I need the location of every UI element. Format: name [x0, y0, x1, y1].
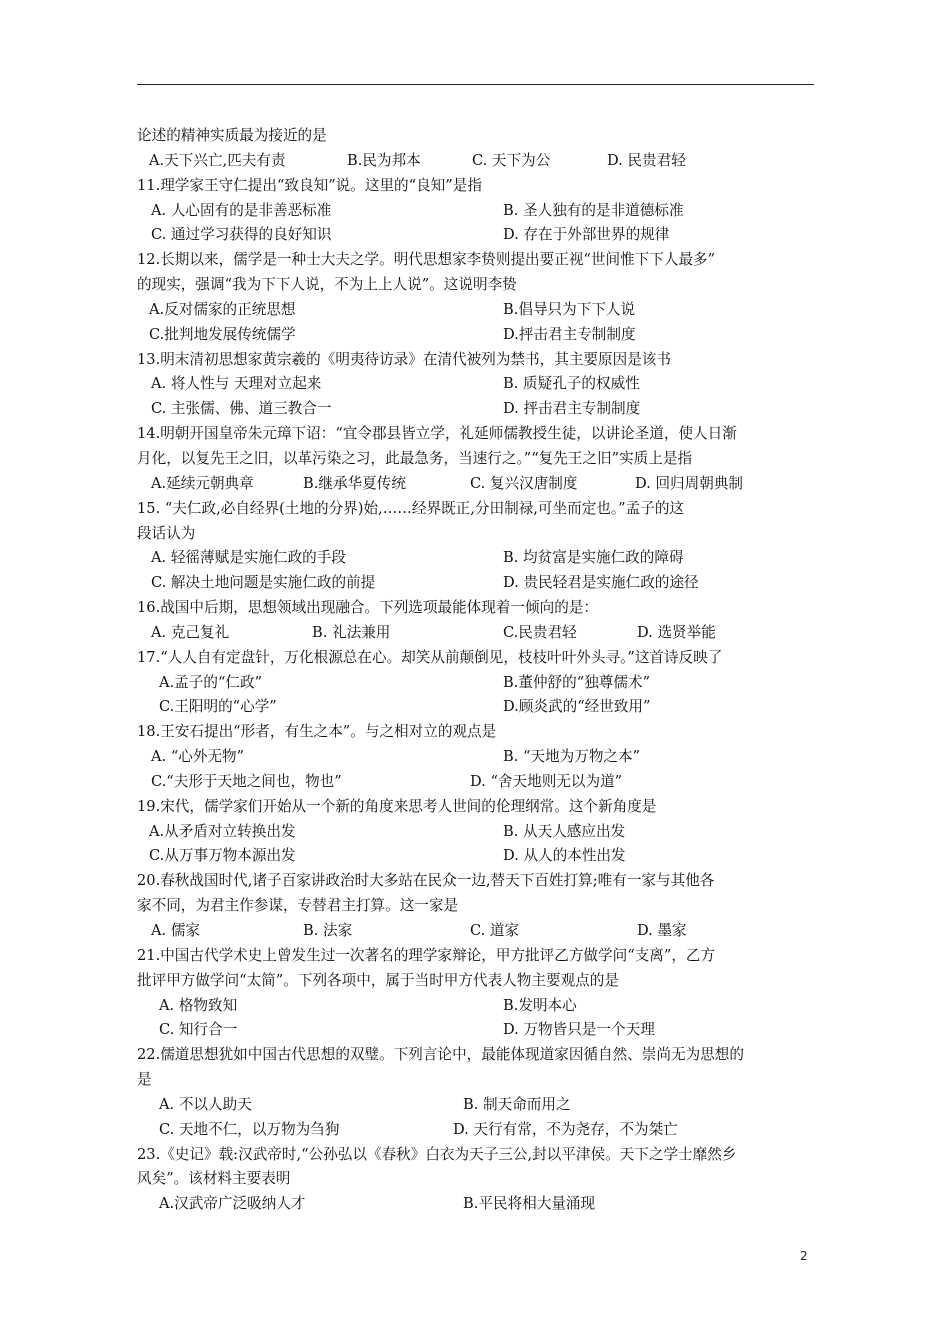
question-line: 17.“人人自有定盘针，万化根源总在心。却笑从前颠倒见，枝枝叶叶外头寻。”这首诗反映了 — [137, 648, 723, 666]
answer-option: A.孟子的“仁政” — [159, 673, 263, 691]
options-row — [137, 770, 814, 795]
question-line: 是 — [137, 1071, 152, 1089]
answer-option: B. 质疑孔子的权威性 — [503, 375, 640, 393]
answer-option: A.汉武帝广泛吸纳人才 — [159, 1195, 306, 1213]
answer-option: C. 天地不仁，以万物为刍狗 — [159, 1120, 340, 1138]
options-row — [137, 695, 814, 720]
question-line: 12.长期以来，儒学是一种士大夫之学。明代思想家李贽则提出要正视“世间惟下下人最多” — [137, 251, 716, 269]
options-row — [137, 546, 814, 571]
answer-option: A.延续元朝典章 — [151, 474, 254, 492]
options-row — [137, 397, 814, 422]
answer-option: A. 不以人助天 — [159, 1095, 252, 1113]
options-row — [137, 820, 814, 845]
answer-option: B. 法家 — [303, 922, 353, 939]
answer-option: C. 天下为公 — [472, 151, 551, 169]
options-row — [137, 372, 814, 397]
answer-option: B.倡导只为下下人说 — [503, 300, 636, 318]
options-row — [137, 671, 814, 696]
options-row — [137, 919, 814, 944]
answer-option: B. 圣人独有的是非道德标准 — [503, 201, 684, 219]
options-row — [137, 323, 814, 348]
answer-option: D. 选贤举能 — [637, 623, 716, 641]
answer-option: D. 墨家 — [637, 922, 687, 939]
answer-option: D. “舍天地则无以为道” — [470, 772, 623, 790]
question-line: 13.明末清初思想家黄宗羲的《明夷待访录》在清代被列为禁书，其主要原因是该书 — [137, 350, 671, 368]
question-line: 11.理学家王守仁提出“致良知”说。这里的“良知”是指 — [137, 176, 482, 194]
answer-option: D.顾炎武的“经世致用” — [503, 698, 651, 716]
options-row — [137, 621, 814, 646]
options-row — [137, 1018, 814, 1043]
header-rule — [137, 84, 814, 85]
answer-option: C. 道家 — [470, 922, 520, 939]
question-line: 的现实，强调“我为下下人说，不为上上人说”。这说明李贽 — [137, 276, 517, 294]
question-line: 18.王安石提出“形者，有生之本”。与之相对立的观点是 — [137, 723, 497, 741]
options-row — [137, 1192, 814, 1217]
answer-option: D. 存在于外部世界的规律 — [503, 226, 670, 244]
options-row — [137, 1093, 814, 1118]
answer-option: A. 格物致知 — [159, 996, 238, 1014]
question-line: 23.《史记》载:汉武帝时,“公孙弘以《春秋》白衣为天子三公,封以平津侯。天下之学士靡然乡 — [137, 1145, 737, 1163]
answer-option: B.董仲舒的“独尊儒术” — [503, 673, 651, 691]
question-line: 21.中国古代学术史上曾发生过一次著名的理学家辩论，甲方批评乙方做学问“支离”，乙方 — [137, 946, 716, 964]
answer-option: A.反对儒家的正统思想 — [149, 300, 296, 318]
answer-option: C.批判地发展传统儒学 — [149, 325, 296, 343]
answer-option: D. 民贵君轻 — [607, 151, 686, 169]
answer-option: C. 解决土地问题是实施仁政的前提 — [151, 574, 376, 592]
answer-option: B. 从天人感应出发 — [503, 822, 626, 840]
question-line: 20.春秋战国时代,诸子百家讲政治时大多站在民众一边,替天下百姓打算;唯有一家与其他各 — [137, 872, 715, 890]
answer-option: B. 礼法兼用 — [312, 623, 391, 641]
question-line: 19.宋代，儒学家们开始从一个新的角度来思考人世间的伦理纲常。这个新角度是 — [137, 797, 657, 815]
answer-option: A. 将人性与 天理对立起来 — [151, 375, 322, 393]
options-row — [137, 571, 814, 596]
answer-option: C.“夫形于天地之间也，物也” — [151, 772, 342, 790]
answer-option: C.从万事万物本源出发 — [149, 847, 296, 865]
question-line: 家不同，为君主作参谋，专替君主打算。这一家是 — [137, 897, 459, 915]
options-row — [137, 223, 814, 248]
answer-option: C. 通过学习获得的良好知识 — [151, 226, 332, 244]
question-line: 论述的精神实质最为接近的是 — [137, 127, 327, 144]
answer-option: D. 抨击君主专制制度 — [503, 400, 641, 418]
answer-option: D. 从人的本性出发 — [503, 847, 626, 865]
answer-option: A. “心外无物” — [151, 748, 245, 766]
options-row — [137, 745, 814, 770]
question-line: 14.明朝开国皇帝朱元璋下诏：“宜令郡县皆立学，礼延师儒教授生徒，以讲论圣道，使人日渐 — [137, 425, 737, 443]
question-line: 批评甲方做学问“太简”。下列各项中，属于当时甲方代表人物主要观点的是 — [137, 971, 619, 989]
answer-option: D.抨击君主专制制度 — [503, 325, 636, 343]
question-line: 段话认为 — [137, 524, 196, 542]
answer-option: D. 天行有常，不为尧存，不为桀亡 — [453, 1120, 678, 1138]
answer-option: C. 复兴汉唐制度 — [470, 474, 578, 492]
answer-option: D. 贵民轻君是实施仁政的途径 — [503, 574, 699, 592]
question-line: 风矣”。该材料主要表明 — [137, 1170, 291, 1188]
answer-option: B.继承华夏传统 — [303, 474, 406, 492]
answer-option: A. 轻徭薄赋是实施仁政的手段 — [151, 549, 346, 567]
options-row — [137, 472, 814, 497]
question-content — [137, 124, 814, 1217]
answer-option: A. 儒家 — [151, 922, 201, 939]
options-row — [137, 1118, 814, 1143]
question-line: 15. “夫仁政,必自经界(土地的分界)始,……经界既正,分田制禄,可坐而定也。”孟子的这 — [137, 499, 685, 517]
options-row — [137, 199, 814, 224]
answer-option: A. 克己复礼 — [151, 623, 230, 641]
question-line: 16.战国中后期，思想领域出现融合。下列选项最能体现着一倾向的是： — [137, 599, 599, 617]
options-row — [137, 149, 814, 174]
options-row — [137, 844, 814, 869]
answer-option: B. “天地为万物之本” — [503, 748, 641, 766]
answer-option: A.天下兴亡,匹夫有责 — [149, 151, 286, 169]
answer-option: C.王阳明的“心学” — [159, 698, 277, 716]
options-row — [137, 994, 814, 1019]
options-row — [137, 298, 814, 323]
answer-option: B.平民将相大量涌现 — [463, 1195, 596, 1213]
answer-option: D. 万物皆只是一个天理 — [503, 1021, 655, 1039]
answer-option: B. 制天命而用之 — [463, 1095, 571, 1113]
answer-option: C. 主张儒、佛、道三教合一 — [151, 400, 332, 418]
answer-option: C. 知行合一 — [159, 1021, 238, 1039]
answer-option: C.民贵君轻 — [503, 623, 577, 641]
question-line: 22.儒道思想犹如中国古代思想的双璧。下列言论中，最能体现道家因循自然、崇尚无为思想的 — [137, 1046, 744, 1064]
page-number: 2 — [800, 1249, 808, 1263]
answer-option: D. 回归周朝典制 — [635, 474, 744, 492]
answer-option: B. 均贫富是实施仁政的障碍 — [503, 549, 684, 567]
question-line: 月化，以复先王之旧，以革污染之习，此最急务，当速行之。”“复先王之旧”实质上是指 — [137, 449, 693, 467]
answer-option: B.发明本心 — [503, 996, 577, 1014]
answer-option: A.从矛盾对立转换出发 — [149, 822, 296, 840]
answer-option: A. 人心固有的是非善恶标准 — [151, 201, 332, 219]
answer-option: B.民为邦本 — [347, 151, 421, 169]
